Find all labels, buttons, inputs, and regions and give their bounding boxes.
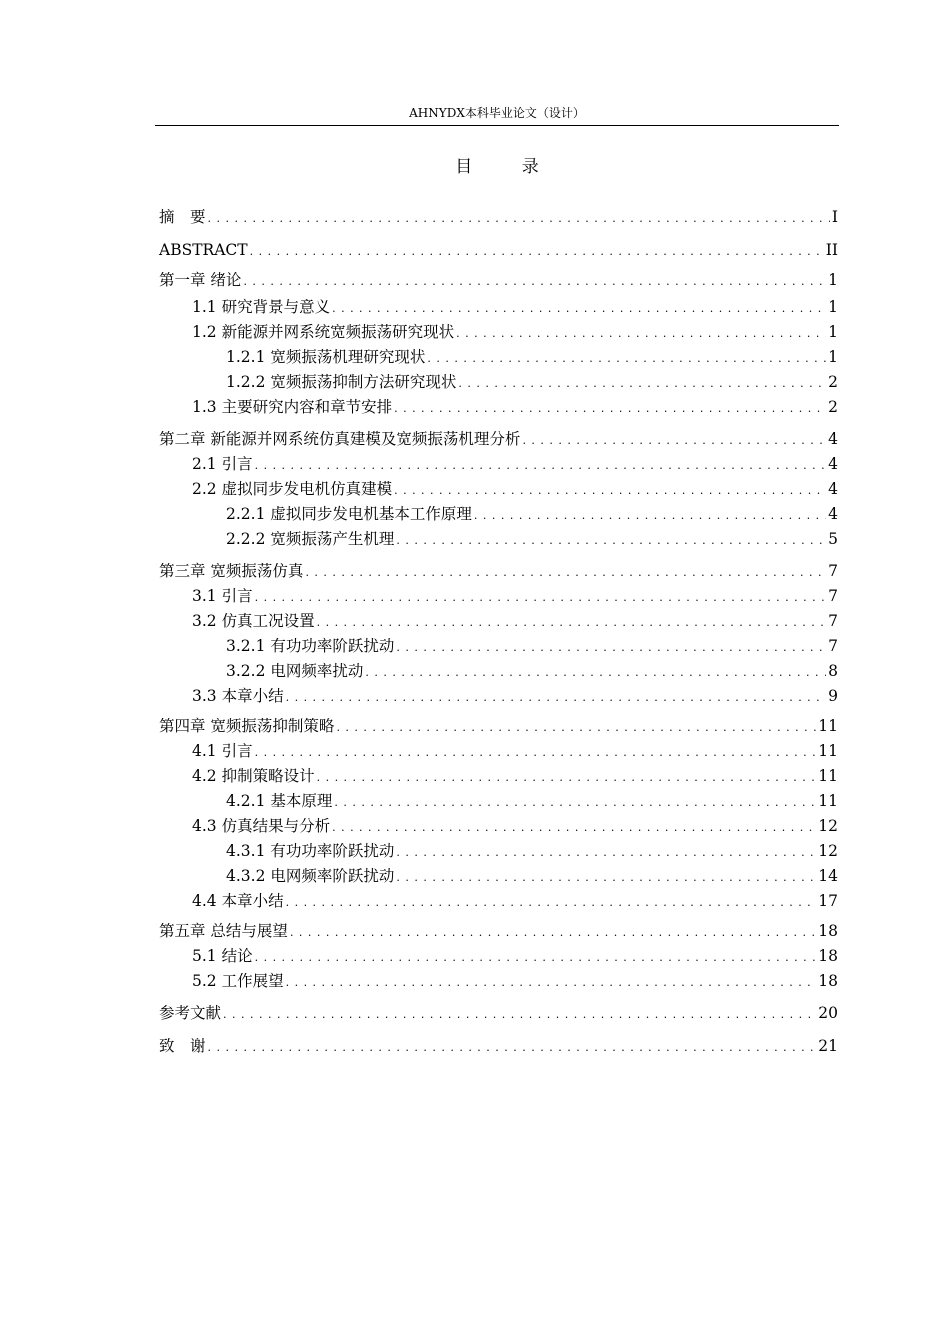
dot-leader [396,530,826,552]
dot-leader [336,717,816,739]
dot-leader [394,480,826,502]
toc-entry-title: 3.2.2 电网频率扰动 [226,662,364,680]
toc-entry[interactable] [159,585,838,607]
toc-entry-page: 14 [818,867,838,885]
toc-title: 目 录 [455,157,561,177]
toc-entry-title: 3.3 本章小结 [192,687,284,705]
dot-leader [474,505,826,527]
toc-entry-title: 摘 要 [159,208,206,226]
toc-entry-page: 2 [828,373,838,391]
dot-leader [396,637,826,659]
toc-entry[interactable] [159,503,838,525]
toc-entry-title: 3.2.1 有功功率阶跃扰动 [226,637,395,655]
toc-entry-title: 4.3.2 电网频率阶跃扰动 [226,867,395,885]
toc-entry-title: 4.2 抑制策略设计 [192,767,315,785]
toc-entry-title: 致 谢 [159,1037,206,1055]
toc-entry-page: 21 [818,1037,838,1055]
dot-leader [286,972,817,994]
toc-entry-title: 4.3 仿真结果与分析 [192,817,331,835]
dot-leader [396,867,816,889]
toc-entry[interactable] [159,239,838,261]
toc-entry-title: 4.1 引言 [192,742,253,760]
toc-entry[interactable] [159,890,838,912]
toc-entry-title: 3.2 仿真工况设置 [192,612,315,630]
toc-entry[interactable] [159,610,838,632]
toc-entry[interactable] [159,528,838,550]
toc-entry-page: 1 [828,298,838,316]
dot-leader [250,241,824,263]
toc-entry-page: 12 [818,842,838,860]
toc-entry-title: 参考文献 [159,1004,222,1022]
toc-entry[interactable] [159,428,838,450]
dot-leader [394,398,826,420]
toc-entry[interactable] [159,635,838,657]
toc-entry-page: 20 [818,1004,838,1022]
dot-leader [286,687,827,709]
toc-entry-page: 7 [828,612,838,630]
toc-entry[interactable] [159,715,838,737]
toc-entry-page: 11 [818,792,838,810]
dot-leader [334,792,816,814]
toc-entry[interactable] [159,790,838,812]
toc-entry-page: 12 [818,817,838,835]
toc-entry-page: I [831,208,838,226]
toc-entry-title: 4.4 本章小结 [192,892,284,910]
dot-leader [305,562,826,584]
toc-entry[interactable] [159,453,838,475]
toc-entry[interactable] [159,206,838,228]
toc-entry[interactable] [159,296,838,318]
toc-entry-page: 2 [828,398,838,416]
dot-leader [458,373,826,395]
dot-leader [286,892,817,914]
dot-leader [396,842,816,864]
toc-entry[interactable] [159,321,838,343]
toc-entry-title: 4.2.1 基本原理 [226,792,333,810]
toc-entry[interactable] [159,840,838,862]
toc-entry-page: 7 [828,562,838,580]
dot-leader [255,947,817,969]
dot-leader [365,662,826,684]
toc-entry[interactable] [159,269,838,291]
toc-entry-title: 2.2 虚拟同步发电机仿真建模 [192,480,393,498]
toc-entry-title: 第四章 宽频振荡抑制策略 [159,717,335,735]
dot-leader [255,587,827,609]
dot-leader [427,348,826,370]
toc-entry-page: 4 [828,455,838,473]
toc-entry[interactable] [159,815,838,837]
dot-leader [243,271,826,293]
toc-entry-title: 5.1 结论 [192,947,253,965]
toc-entry-title: 第三章 宽频振荡仿真 [159,562,304,580]
toc-entry[interactable] [159,1035,838,1057]
toc-entry-page: 7 [828,587,838,605]
toc-entry-page: 18 [818,972,838,990]
toc-entry-page: 7 [828,637,838,655]
toc-entry-title: 第一章 绪论 [159,271,242,289]
toc-entry-title: 2.2.1 虚拟同步发电机基本工作原理 [226,505,472,523]
toc-entry-title: 4.3.1 有功功率阶跃扰动 [226,842,395,860]
toc-entry[interactable] [159,1002,838,1024]
toc-entry-title: 1.2.1 宽频振荡机理研究现状 [226,348,426,366]
toc-entry-page: 8 [828,662,838,680]
toc-entry-title: 1.2.2 宽频振荡抑制方法研究现状 [226,373,457,391]
toc-entry[interactable] [159,765,838,787]
toc-entry-title: 第五章 总结与展望 [159,922,288,940]
toc-entry-page: 18 [818,947,838,965]
toc-entry-page: 9 [828,687,838,705]
dot-leader [522,430,826,452]
toc-entry[interactable] [159,945,838,967]
toc-entry-page: 4 [828,480,838,498]
toc-entry-page: 1 [828,271,838,289]
dot-leader [255,742,817,764]
dot-leader [223,1004,816,1026]
toc-entry[interactable] [159,371,838,393]
toc-entry-title: ABSTRACT [159,241,248,259]
toc-entry-page: 1 [828,348,838,366]
toc-entry[interactable] [159,396,838,418]
toc-entry-page: 11 [818,717,838,735]
toc-entry[interactable] [159,970,838,992]
toc-entry[interactable] [159,920,838,942]
toc-entry[interactable] [159,660,838,682]
toc-entry-page: 4 [828,430,838,448]
toc-entry-page: 4 [828,505,838,523]
dot-leader [332,298,826,320]
dot-leader [255,455,827,477]
toc-entry-title: 1.2 新能源并网系统宽频振荡研究现状 [192,323,455,341]
dot-leader [332,817,816,839]
toc-entry[interactable] [159,560,838,582]
toc-entry-page: 11 [818,767,838,785]
toc-entry[interactable] [159,865,838,887]
toc-entry-page: 17 [818,892,838,910]
toc-entry-title: 1.3 主要研究内容和章节安排 [192,398,393,416]
toc-entry-title: 2.2.2 宽频振荡产生机理 [226,530,395,548]
toc-entry-title: 2.1 引言 [192,455,253,473]
toc-entry-title: 1.1 研究背景与意义 [192,298,331,316]
toc-entry-title: 第二章 新能源并网系统仿真建模及宽频振荡机理分析 [159,430,521,448]
running-header: AHNYDX本科毕业论文（设计） [155,105,839,126]
toc-entry[interactable] [159,685,838,707]
toc-entry-title: 3.1 引言 [192,587,253,605]
dot-leader [456,323,826,345]
toc-entry[interactable] [159,478,838,500]
dot-leader [290,922,816,944]
toc-entry-page: II [825,241,838,259]
dot-leader [317,767,817,789]
toc-entry-page: 5 [828,530,838,548]
dot-leader [317,612,827,634]
toc-entry[interactable] [159,346,838,368]
toc-entry[interactable] [159,740,838,762]
dot-leader [208,1037,817,1059]
toc-entry-page: 1 [828,323,838,341]
toc-entry-page: 18 [818,922,838,940]
dot-leader [208,208,830,230]
toc-entry-title: 5.2 工作展望 [192,972,284,990]
toc-entry-page: 11 [818,742,838,760]
